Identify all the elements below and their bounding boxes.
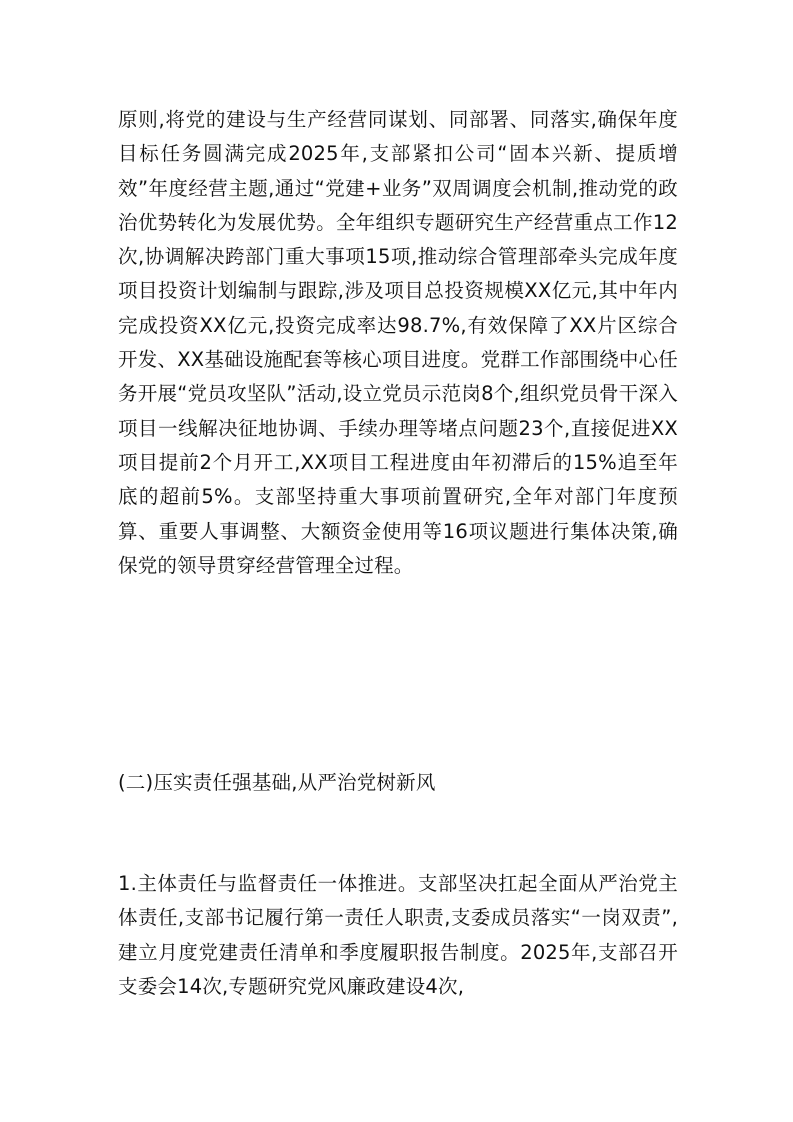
body-paragraph-2: 1.主体责任与监督责任一体推进。支部坚决扛起全面从严治党主体责任,支部书记履行第一责任人职责,支委成员落实“一岗双责”,建立月度党建责任清单和季度履职报告制度。2025年,支部召开支委会14次,专题研究党风廉政建设4次, bbox=[118, 872, 678, 998]
section-heading: (二)压实责任强基础,从严治党树新风 bbox=[118, 771, 436, 794]
body-paragraph-1: 原则,将党的建设与生产经营同谋划、同部署、同落实,确保年度目标任务圆满完成2025年,支部紧扣公司“固本兴新、提质增效”年度经营主题,通过“党建+业务”双周调度会机制,推动党的政治优势转化为发展优势。全年组织专题研究生产经营重点工作12次,协调解决跨部门重大事项15项,推动综合管理部牵头完成年度项目投资计划编制与跟踪,涉及项目总投资规模XX亿元,其中年内完成投资XX亿元,投资完成率达98.7%,有效保障了XX片区综合开发、XX基础设施配套等核心项目进度。党群工作部围绕中心任务开展“党员攻坚队”活动,设立党员示范岗8个,组织党员骨干深入项目一线解决征地协调、手续办理等堵点问题23个,直接促进XX项目提前2个月开工,XX项目工程进度由年初滞后的15%追至年底的超前5%。支部坚持重大事项前置研究,全年对部门年度预算、重要人事调整、大额资金使用等16项议题进行集体决策,确保党的领导贯穿经营管理全过程。 bbox=[118, 108, 678, 577]
